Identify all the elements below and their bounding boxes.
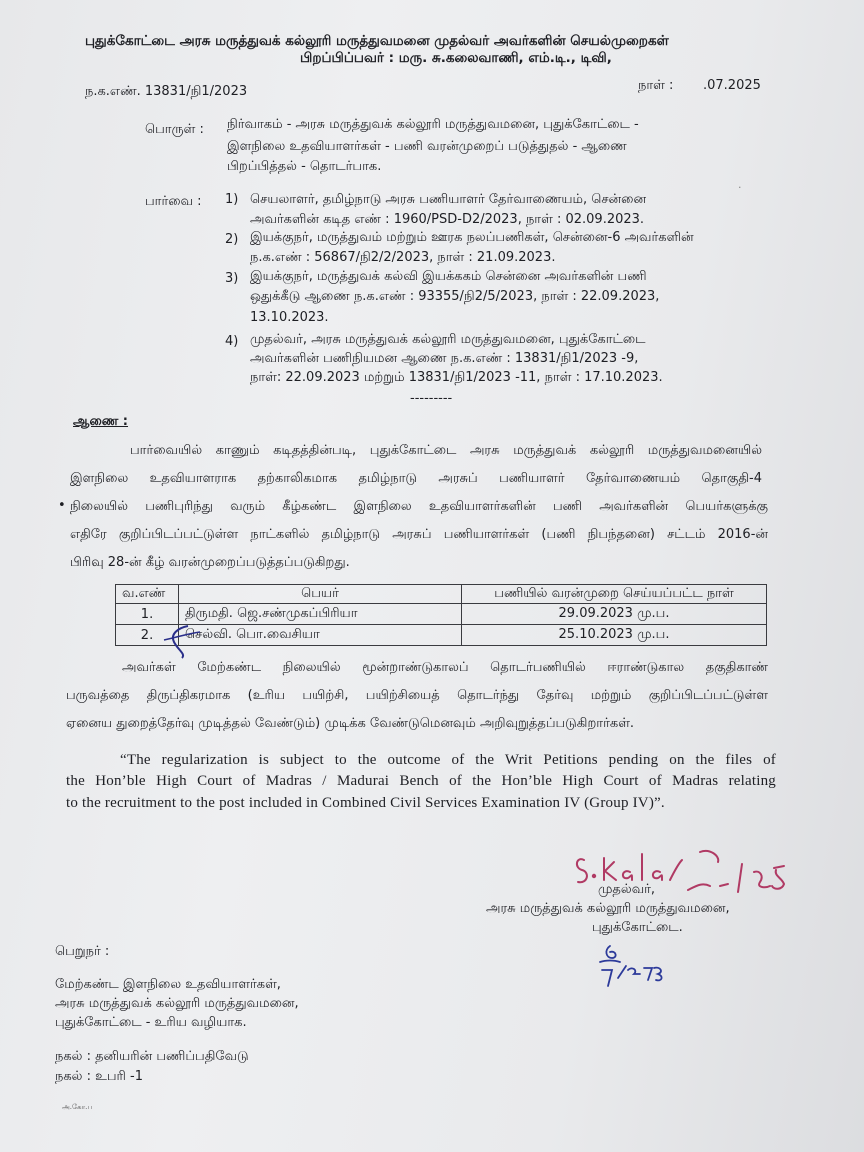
reference-line: இயக்குநர், மருத்துவம் மற்றும் ஊரக நலப்பணிகள், சென்னை-6 அவர்களின் xyxy=(250,230,694,245)
separator: --------- xyxy=(410,391,453,406)
reference-number-2: 2) xyxy=(225,232,239,247)
order-paragraph-line: பார்வையில் காணும் கடிதத்தின்படி, புதுக்கோட்டை அரசு மருத்துவக் கல்லூரி மருத்துவமனையில் xyxy=(130,443,762,458)
cell-name: செல்வி. பொ.வைசியா xyxy=(179,625,462,646)
handwritten-initials xyxy=(596,942,676,992)
document-title: புதுக்கோட்டை அரசு மருத்துவக் கல்லூரி மருத்துவமனை முதல்வர் அவர்களின் செயல்முறைகள் xyxy=(85,33,669,49)
order-paragraph-line: இளநிலை உதவியாளராக தற்காலிகமாக தமிழ்நாடு அரசுப் பணியாளர் தேர்வாணையம் தொகுதி-4 xyxy=(70,471,762,486)
table-header-row xyxy=(116,585,767,604)
signatory-place: புதுக்கோட்டை. xyxy=(592,920,683,935)
reference-line: அவர்களின் கடித எண் : 1960/PSD-D2/2023, நாள் : 02.09.2023. xyxy=(250,212,645,227)
copy-line: நகல் : உபரி -1 xyxy=(55,1069,144,1084)
order-heading: ஆணை : xyxy=(73,414,129,429)
reference-number: ந.க.எண். 13831/நி1/2023 xyxy=(85,84,248,99)
recipient-line: புதுக்கோட்டை - உரிய வழியாக. xyxy=(55,1015,247,1030)
column-header-date: பணியில் வரன்முறை செய்யப்பட்ட நாள் xyxy=(462,585,767,604)
reference-line: இயக்குநர், மருத்துவக் கல்வி இயக்ககம் சென்னை அவர்களின் பணி xyxy=(250,269,647,284)
cell-serial: 2. xyxy=(116,625,179,646)
subject-line: பிறப்பித்தல் - தொடர்பாக. xyxy=(227,159,382,174)
reference-line: 13.10.2023. xyxy=(250,310,329,325)
cell-serial: 1. xyxy=(116,604,179,625)
order-paragraph-line: எதிரே குறிப்பிடப்பட்டுள்ள நாட்களில் தமிழ்நாடு அரசுப் பணியாளர்கள் (பணி நிபந்தனை) சட்டம் 2016-ன் xyxy=(70,527,768,542)
date-label: நாள் : xyxy=(638,78,674,93)
copy-line: நகல் : தனியரின் பணிப்பதிவேடு xyxy=(55,1049,249,1064)
court-quote-line: to the recruitment to the post included in Combined Civil Services Examination IV (Group IV)”. xyxy=(66,795,665,811)
footer-mark: அ.கோ.ப xyxy=(62,1103,93,1111)
reference-line: ஒதுக்கீடு ஆணை ந.க.எண் : 93355/நி2/5/2023, நாள் : 22.09.2023, xyxy=(250,289,660,304)
subject-label: பொருள் : xyxy=(145,122,204,137)
reference-number-4: 4) xyxy=(225,334,239,349)
order-paragraph-line: ஏனைய துறைத்தேர்வு முடித்தல் வேண்டும்) முடிக்க வேண்டுமெனவும் அறிவுறுத்தப்படுகிறார்கள். xyxy=(66,716,635,731)
column-header-serial: வ.எண் xyxy=(116,585,179,604)
reference-line: நாள்: 22.09.2023 மற்றும் 13831/நி1/2023 -11, நாள் : 17.10.2023. xyxy=(250,370,663,385)
column-header-name: பெயர் xyxy=(179,585,462,604)
recipients-label: பெறுநர் : xyxy=(55,944,110,959)
order-paragraph-line: பருவத்தை திருப்திகரமாக (உரிய பயிற்சி, பயிற்சியைத் தொடர்ந்து தேர்வு மற்றும் குறிப்பிடப்பட்டுள்ள xyxy=(66,688,768,703)
issuer-line: பிறப்பிப்பவர் : மரு. சு.கலைவாணி, எம்.டி., டிவி, xyxy=(300,50,612,66)
order-paragraph-line: அவர்கள் மேற்கண்ட நிலையில் மூன்றாண்டுகாலப் தொடர்பணியில் ஈராண்டுகால தகுதிகாண் xyxy=(122,660,768,675)
date-value: .07.2025 xyxy=(703,78,761,93)
reference-line: முதல்வர், அரசு மருத்துவக் கல்லூரி மருத்துவமனை, புதுக்கோட்டை xyxy=(250,332,646,347)
cell-name: திருமதி. ஜெ.சண்முகப்பிரியா xyxy=(179,604,462,625)
reference-line: ந.க.எண் : 56867/நி2/2/2023, நாள் : 21.09.2023. xyxy=(250,250,556,265)
cell-date: 25.10.2023 மு.ப. xyxy=(462,625,767,646)
court-quote-line: the Hon’ble High Court of Madras / Madurai Bench of the Hon’ble High Court of Madras relating xyxy=(66,773,776,789)
pen-mark xyxy=(160,620,220,660)
subject-line: நிர்வாகம் - அரசு மருத்துவக் கல்லூரி மருத்துவமனை, புதுக்கோட்டை - xyxy=(227,117,639,132)
reference-line: செயலாளர், தமிழ்நாடு அரசு பணியாளர் தேர்வாணையம், சென்னை xyxy=(250,192,647,207)
signatory-office: அரசு மருத்துவக் கல்லூரி மருத்துவமனை, xyxy=(486,901,730,916)
recipient-line: மேற்கண்ட இளநிலை உதவியாளர்கள், xyxy=(55,977,281,992)
recipient-line: அரசு மருத்துவக் கல்லூரி மருத்துவமனை, xyxy=(55,996,299,1011)
court-quote-line: “The regularization is subject to the outcome of the Writ Petitions pending on the files of xyxy=(120,752,776,768)
references-label: பார்வை : xyxy=(145,194,202,209)
reference-number-3: 3) xyxy=(225,271,239,286)
reference-number-1: 1) xyxy=(225,192,239,207)
cell-date: 29.09.2023 மு.ப. xyxy=(462,604,767,625)
order-paragraph-line: நிலையில் பணிபுரிந்து வரும் கீழ்கண்ட இளநிலை உதவியாளர்களின் பணி அவர்களின் பெயர்களுக்கு xyxy=(70,499,768,514)
margin-dot: • xyxy=(58,498,66,513)
signatory-designation: முதல்வர், xyxy=(598,882,656,897)
order-paragraph-line: பிரிவு 28-ன் கீழ் வரன்முறைப்படுத்தப்படுகிறது. xyxy=(70,555,350,570)
stray-mark: · xyxy=(738,181,742,194)
reference-line: அவர்களின் பணிநியமன ஆணை ந.க.எண் : 13831/நி1/2023 -9, xyxy=(250,351,639,366)
subject-line: இளநிலை உதவியாளர்கள் - பணி வரன்முறைப் படுத்துதல் - ஆணை xyxy=(227,139,627,154)
